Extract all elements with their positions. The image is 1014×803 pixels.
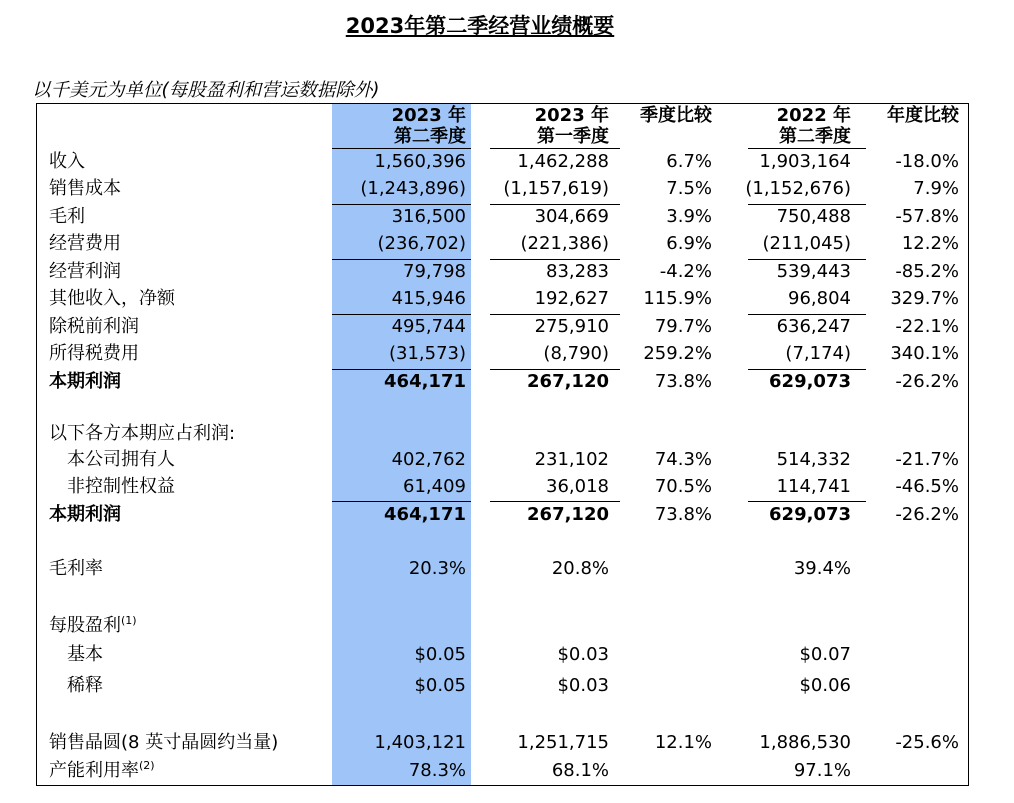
- row-value: 114,741: [776, 476, 851, 497]
- row-value: 495,744: [391, 316, 466, 337]
- row-value: 275,910: [534, 316, 609, 337]
- header-q1-2023-line1: 2023 年: [534, 105, 609, 126]
- row-value: 402,762: [391, 449, 466, 470]
- row-value: 7.9%: [913, 178, 959, 199]
- row-value: 1,903,164: [759, 151, 851, 172]
- row-value: 340.1%: [890, 343, 959, 364]
- row-label: 本公司拥有人: [67, 449, 175, 470]
- row-value: 629,073: [769, 371, 851, 392]
- row-label: 非控制性权益: [67, 476, 175, 497]
- row-value: 78.3%: [408, 760, 466, 781]
- row-value: $0.06: [799, 675, 851, 696]
- utilization-label: 产能利用率: [49, 760, 139, 781]
- row-value: (1,157,619): [503, 178, 609, 199]
- row-label: 其他收入，净额: [49, 288, 175, 309]
- row-value: 1,560,396: [374, 151, 466, 172]
- row-value: 79,798: [403, 261, 466, 282]
- row-label: 毛利: [49, 206, 85, 227]
- row-label: 基本: [67, 644, 103, 665]
- row-value: 539,443: [776, 261, 851, 282]
- header-underline-c2: [490, 148, 620, 149]
- row-value: -46.5%: [895, 476, 959, 497]
- subtotal-rule-c4: [748, 204, 866, 205]
- row-value: (221,386): [520, 233, 609, 254]
- subtotal-rule-c1: [332, 501, 471, 502]
- row-value: $0.07: [799, 644, 851, 665]
- row-value: 750,488: [776, 206, 851, 227]
- header-qoq: 季度比较: [640, 105, 712, 126]
- row-value: 36,018: [546, 476, 609, 497]
- row-value: (1,243,896): [360, 178, 466, 199]
- row-value: 464,171: [384, 504, 466, 525]
- row-label: 所得税费用: [49, 343, 139, 364]
- row-value: 316,500: [391, 206, 466, 227]
- row-value: 12.1%: [654, 732, 712, 753]
- row-value: 1,886,530: [759, 732, 851, 753]
- row-value: -57.8%: [895, 206, 959, 227]
- row-label: 毛利率: [49, 558, 103, 579]
- row-value: 1,251,715: [517, 732, 609, 753]
- row-value: 231,102: [534, 449, 609, 470]
- row-value: $0.05: [414, 675, 466, 696]
- row-label: 收入: [49, 151, 85, 172]
- row-label: 除税前利润: [49, 316, 139, 337]
- section-label: [49, 615, 137, 637]
- row-value: -85.2%: [895, 261, 959, 282]
- row-value: -26.2%: [895, 371, 959, 392]
- row-value: -22.1%: [895, 316, 959, 337]
- subtotal-rule-c2: [490, 501, 620, 502]
- eps-label: 每股盈利: [49, 615, 121, 636]
- header-yoy: 年度比较: [887, 105, 959, 126]
- unit-note: 以千美元为单位(每股盈利和营运数据除外): [32, 80, 380, 101]
- row-value: 79.7%: [654, 316, 712, 337]
- header-q2-2023-line1: 2023 年: [391, 105, 466, 126]
- subtotal-rule-c4: [748, 369, 866, 370]
- row-label: 本期利润: [49, 371, 121, 392]
- row-label: 销售晶圆(8 英寸晶圆约当量): [49, 732, 279, 753]
- row-value: 1,403,121: [374, 732, 466, 753]
- header-underline-c1: [332, 148, 471, 149]
- header-q2-2022-line2: 第二季度: [779, 126, 851, 147]
- subtotal-rule-c2: [490, 314, 620, 315]
- row-value: 73.8%: [654, 504, 712, 525]
- row-value: 267,120: [527, 371, 609, 392]
- row-value: (211,045): [762, 233, 851, 254]
- row-value: 629,073: [769, 504, 851, 525]
- header-underline-c4: [748, 148, 866, 149]
- row-value: -18.0%: [895, 151, 959, 172]
- row-value: 304,669: [534, 206, 609, 227]
- row-value: 74.3%: [654, 449, 712, 470]
- subtotal-rule-c1: [332, 259, 471, 260]
- subtotal-rule-c1: [332, 369, 471, 370]
- row-value: 83,283: [546, 261, 609, 282]
- row-value: 329.7%: [890, 288, 959, 309]
- row-label: 经营利润: [49, 261, 121, 282]
- row-value: 12.2%: [901, 233, 959, 254]
- row-value: 415,946: [391, 288, 466, 309]
- subtotal-rule-c4: [748, 501, 866, 502]
- row-value: 6.9%: [666, 233, 712, 254]
- row-value: 68.1%: [551, 760, 609, 781]
- footnote-marker: (1): [121, 614, 137, 627]
- subtotal-rule-c4: [748, 259, 866, 260]
- subtotal-rule-c1: [332, 314, 471, 315]
- row-value: (31,573): [388, 343, 466, 364]
- report-title: 2023年第二季经营业绩概要: [345, 14, 615, 38]
- row-label: [49, 760, 155, 782]
- row-value: 7.5%: [666, 178, 712, 199]
- subtotal-rule-c1: [332, 204, 471, 205]
- row-value: 73.8%: [654, 371, 712, 392]
- row-value: 464,171: [384, 371, 466, 392]
- row-label: 本期利润: [49, 504, 121, 525]
- row-value: 192,627: [534, 288, 609, 309]
- row-value: 115.9%: [643, 288, 712, 309]
- header-q1-2023-line2: 第一季度: [537, 126, 609, 147]
- section-label: 以下各方本期应占利润:: [49, 423, 236, 444]
- row-value: 1,462,288: [517, 151, 609, 172]
- row-value: $0.03: [557, 675, 609, 696]
- row-value: -25.6%: [895, 732, 959, 753]
- row-label: 稀释: [67, 675, 103, 696]
- row-value: -21.7%: [895, 449, 959, 470]
- row-value: 20.8%: [551, 558, 609, 579]
- row-value: 6.7%: [666, 151, 712, 172]
- row-value: 97.1%: [793, 760, 851, 781]
- row-value: (1,152,676): [745, 178, 851, 199]
- header-q2-2022-line1: 2022 年: [776, 105, 851, 126]
- row-value: (236,702): [377, 233, 466, 254]
- row-value: $0.03: [557, 644, 609, 665]
- row-value: 39.4%: [793, 558, 851, 579]
- header-q2-2023-line2: 第二季度: [394, 126, 466, 147]
- row-value: 259.2%: [643, 343, 712, 364]
- subtotal-rule-c2: [490, 259, 620, 260]
- row-value: (7,174): [785, 343, 851, 364]
- row-value: 70.5%: [654, 476, 712, 497]
- subtotal-rule-c4: [748, 314, 866, 315]
- row-value: 267,120: [527, 504, 609, 525]
- row-value: 96,804: [788, 288, 851, 309]
- row-value: 636,247: [776, 316, 851, 337]
- row-value: (8,790): [543, 343, 609, 364]
- row-value: 3.9%: [666, 206, 712, 227]
- row-value: 514,332: [776, 449, 851, 470]
- row-label: 销售成本: [49, 178, 121, 199]
- row-value: -26.2%: [895, 504, 959, 525]
- row-label: 经营费用: [49, 233, 121, 254]
- row-value: 20.3%: [408, 558, 466, 579]
- subtotal-rule-c2: [490, 204, 620, 205]
- row-value: -4.2%: [659, 261, 712, 282]
- row-value: $0.05: [414, 644, 466, 665]
- row-value: 61,409: [403, 476, 466, 497]
- subtotal-rule-c2: [490, 369, 620, 370]
- footnote-marker: (2): [139, 759, 155, 772]
